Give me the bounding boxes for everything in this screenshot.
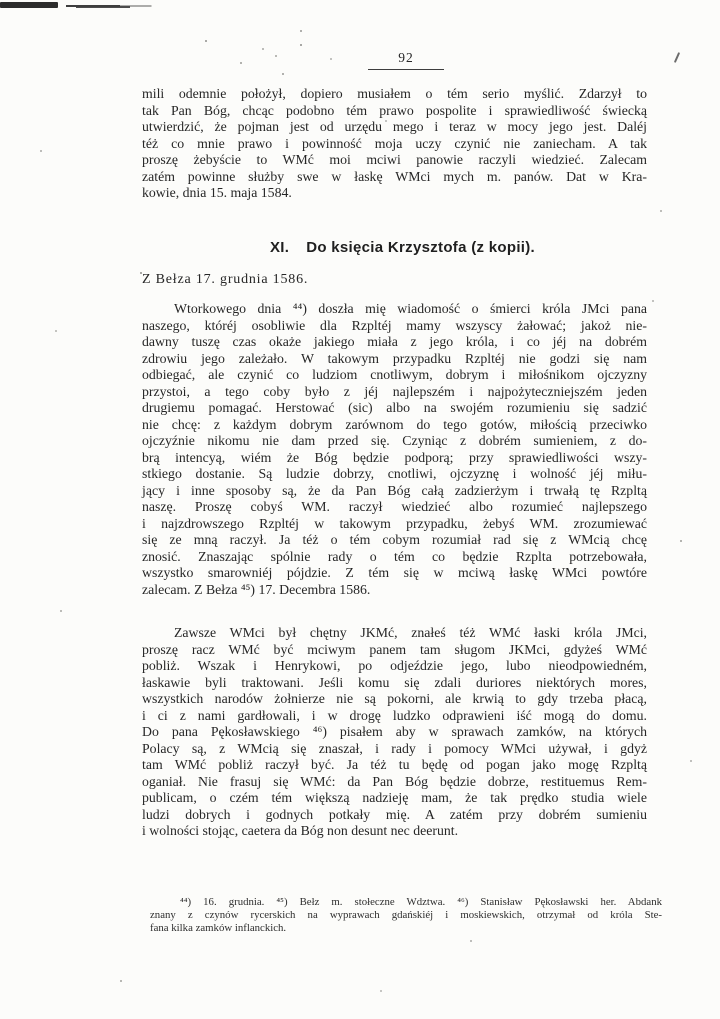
letter-continuation-paragraph bbox=[142, 86, 647, 202]
text-line: publicam, o czém tém większą nadzieję mam, że tak prędko studia wiele bbox=[142, 790, 647, 805]
text-line: ludzi dobrych i godnych potkały mię. A zatém przy dobrém sumieniu bbox=[142, 806, 647, 822]
text-line: zalecam. Z Bełza ⁴⁵) 17. Decembra 1586. bbox=[142, 581, 371, 597]
text-line: fana kilka zamków inflanckich. bbox=[150, 922, 287, 934]
text-line: Do pana Pękosławskiego ⁴⁶) pisałem aby w sprawach zamków, na których bbox=[142, 724, 647, 739]
text-line: stkiego dostanie. Są ludzie dobrzy, cnotliwi, ojczyznę i wolność jéj miłu- bbox=[142, 466, 647, 481]
text-line: naszego, któréj osobliwie dla Rzpltéj mamy wszyscy żałować; jakoż nie- bbox=[142, 317, 647, 333]
letter-postscript-paragraph bbox=[142, 625, 647, 840]
text-line: znosić. Znaszając spólnie rady o tém co będzie Rzplta potrzebowała, bbox=[142, 548, 647, 564]
text-line: proszę racz WMć być mciwym panem tam sługom JKMci, gdyżeś WMć bbox=[142, 641, 647, 657]
text-line: i najzdrowszego Rzpltéj w takowym przypadku, żebyś WM. zrozumiewać bbox=[142, 515, 647, 531]
text-line: dawny tuszę czas okaże jakiego miała z jego króla, i co jéj na dobrém bbox=[142, 334, 647, 349]
text-line: łaskawie byli traktowani. Jeśli komu się zdali duriores niektórych mores, bbox=[142, 674, 647, 690]
text-line: utwierdzić, że pojman jest od urzędu mego i teraz w mocy jego jest. Daléj bbox=[142, 119, 647, 134]
text-line: jący i inne sposoby są, że da Pan Bóg całą zadzierżym i trwałą tę Rzpltą bbox=[142, 482, 647, 498]
text-line: wszystkich narodów żołnierze nie są pokorni, ale krwią to gdy trzeba płacą, bbox=[142, 691, 647, 706]
text-line: naszę. Proszę cobyś WM. raczył wiedzieć albo rozumieć najlepszego bbox=[142, 499, 647, 514]
text-line: wszystko smarowniéj pójdzie. Z tém się w mciwą łaskę WMci powtóre bbox=[142, 565, 647, 580]
text-line: znany z czynów rycerskich na wyprawach gdańskiéj i moskiewskich, otrzymał od króla Ste- bbox=[150, 909, 662, 921]
text-line: téż co mnie prawo i powinność moja uczy czynić nie zaniecham. A tak bbox=[142, 135, 647, 151]
section-numeral: XI. bbox=[269, 239, 290, 256]
page-number: 92 bbox=[368, 50, 444, 70]
scan-speckles bbox=[0, 0, 2, 2]
text-line: kowie, dnia 15. maja 1584. bbox=[142, 185, 292, 200]
text-line: Zawsze WMci był chętny JKMć, znałeś téż WMć łaski króla JMci, bbox=[174, 625, 647, 640]
scan-stray-mark bbox=[674, 52, 680, 63]
text-line: proszę żebyście to WMć moi mciwi panowie raczyli wiedzieć. Zalecam bbox=[142, 152, 647, 167]
text-line: odbiegać, ale czynić co ludziom cnotliwym, dobrym i miłośnikom ojczyzny bbox=[142, 367, 647, 382]
text-line: ⁴⁴) 16. grudnia. ⁴⁵) Bełz m. stołeczne Wdztwa. ⁴⁶) Stanisław Pękosławski her. Abdank bbox=[180, 896, 662, 908]
text-line: i wolności stojąc, caetera da Bóg non desunt nec deerunt. bbox=[142, 823, 459, 838]
text-line: zdrowiu jego zależało. W takowym przypadku Rzpltéj nie godzi się nam bbox=[142, 350, 647, 366]
letter-dateline: Z Bełza 17. grudnia 1586. bbox=[142, 272, 309, 287]
scan-smudge-artifact bbox=[0, 2, 58, 8]
text-line: się ze mną raczył. Ja téż o tém cobym rozumiał rad się z WMcią chcę bbox=[142, 532, 647, 547]
text-line: ojczyźnie nikomu nie dam przed się. Czyniąc z dobrém sumieniem, z do- bbox=[142, 433, 647, 448]
text-line: nie chcę: z każdym dobrym zarównom do tego gotów, miłością przeciwko bbox=[142, 416, 647, 432]
text-line: Polacy są, z WMcią się znaszał, i rady i pomocy WMci używał, i gdyż bbox=[142, 740, 647, 756]
text-line: mili odemnie położył, dopiero musiałem o tém serio myślić. Zdarzył to bbox=[142, 86, 647, 101]
text-line: brą intencyą, wiém że Bóg będzie podporą; przy sprawiedliwości wszy- bbox=[142, 449, 647, 465]
text-line: przystoi, a tego coby było z jéj najlepszém i najpożyteczniejszém jeden bbox=[142, 383, 647, 399]
text-line: oganiał. Nie frasuj się WMć: da Pan Bóg będzie dobrze, restituemus Rem- bbox=[142, 773, 647, 789]
section-heading bbox=[150, 239, 655, 256]
text-line: zatém powinne służby swe w łaskę WMci mych m. panów. Dat w Kra- bbox=[142, 168, 647, 184]
text-line: pobliż. Wszak i Henrykowi, po odjeździe jego, lubo nieodpowiedném, bbox=[142, 658, 647, 673]
text-line: drugiemu pomagać. Herstować (sic) albo na swojém rozumieniu się sadzić bbox=[142, 400, 647, 415]
text-line: tam WMć pobliż raczył być. Ja téż tu będę od pogan jako mogę Rzpltą bbox=[142, 757, 647, 772]
text-line: tak Pan Bóg, chcąc podobno tém prawo pospolite i sprawiedliwość świecką bbox=[142, 102, 647, 118]
footnotes-block bbox=[150, 896, 662, 935]
text-line: Wtorkowego dnia ⁴⁴) doszła mię wiadomość o śmierci króla JMci pana bbox=[174, 301, 647, 316]
text-line: i ci z nami gardłowali, i w drogę ludzko odprawieni iść mogą do domu. bbox=[142, 707, 647, 723]
section-title: Do księcia Krzysztofa (z kopii). bbox=[306, 239, 536, 256]
letter-body-paragraph bbox=[142, 301, 647, 598]
